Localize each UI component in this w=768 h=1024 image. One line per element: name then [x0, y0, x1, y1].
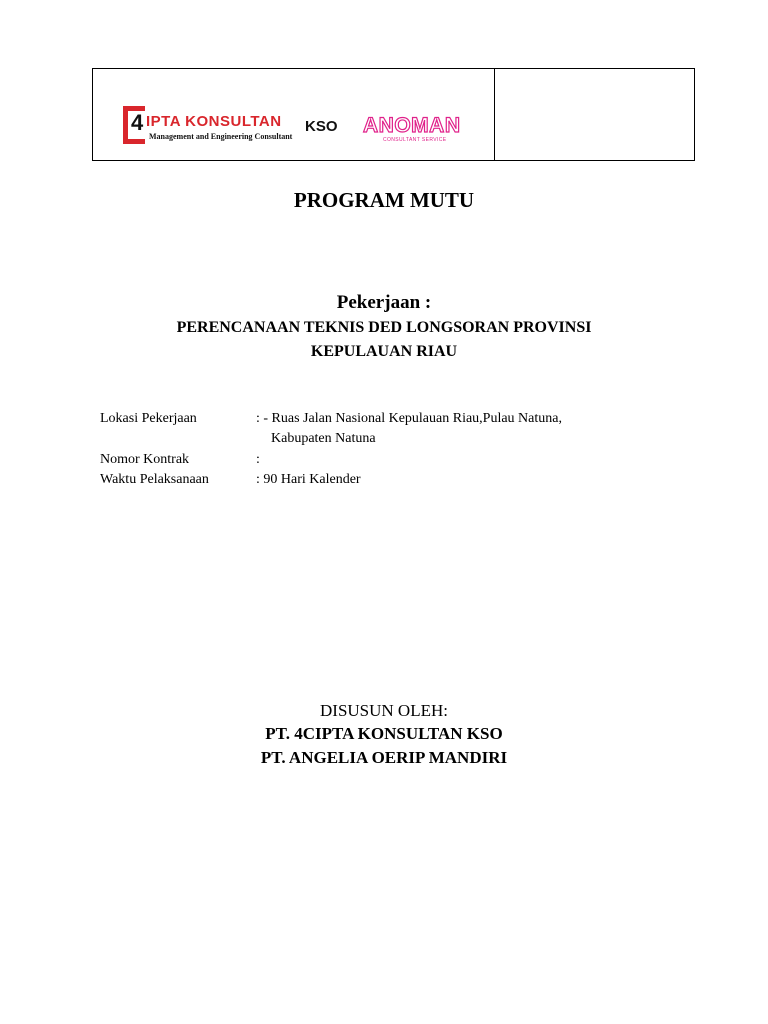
project-title-line1: PERENCANAAN TEKNIS DED LONGSORAN PROVINSI — [176, 319, 592, 336]
anoman-logo — [363, 115, 465, 145]
contract-label: Nomor Kontrak — [100, 452, 190, 467]
cipta-name: IPTA KONSULTAN — [146, 113, 282, 130]
anoman-tagline: CONSULTANT SERVICE — [383, 137, 447, 143]
cipta-konsultan-logo — [123, 106, 293, 146]
location-label: Lokasi Pekerjaan — [100, 411, 197, 426]
contract-value: : — [256, 452, 260, 467]
project-title-line2: KEPULAUAN RIAU — [310, 343, 458, 360]
prepared-by-label: DISUSUN OLEH: — [320, 701, 448, 720]
cipta-tagline: Management and Engineering Consultant — [149, 132, 293, 141]
duration-label: Waktu Pelaksanaan — [100, 472, 209, 487]
location-value-line2: Kabupaten Natuna — [271, 431, 376, 446]
duration-value: : 90 Hari Kalender — [256, 472, 361, 487]
document-title: PROGRAM MUTU — [293, 188, 475, 212]
company-name-1: PT. 4CIPTA KONSULTAN KSO — [265, 724, 503, 743]
cipta-digit: 4 — [131, 110, 144, 135]
header-empty-cell — [495, 69, 694, 160]
header-table — [92, 68, 695, 161]
header-logo-cell — [93, 69, 495, 160]
company-name-2: PT. ANGELIA OERIP MANDIRI — [260, 748, 508, 767]
anoman-name: ANOMAN — [363, 114, 461, 137]
kso-label: KSO — [305, 118, 338, 135]
work-label: Pekerjaan : — [336, 292, 432, 313]
location-value: : - Ruas Jalan Nasional Kepulauan Riau,Pulau Natuna, — [256, 411, 562, 426]
